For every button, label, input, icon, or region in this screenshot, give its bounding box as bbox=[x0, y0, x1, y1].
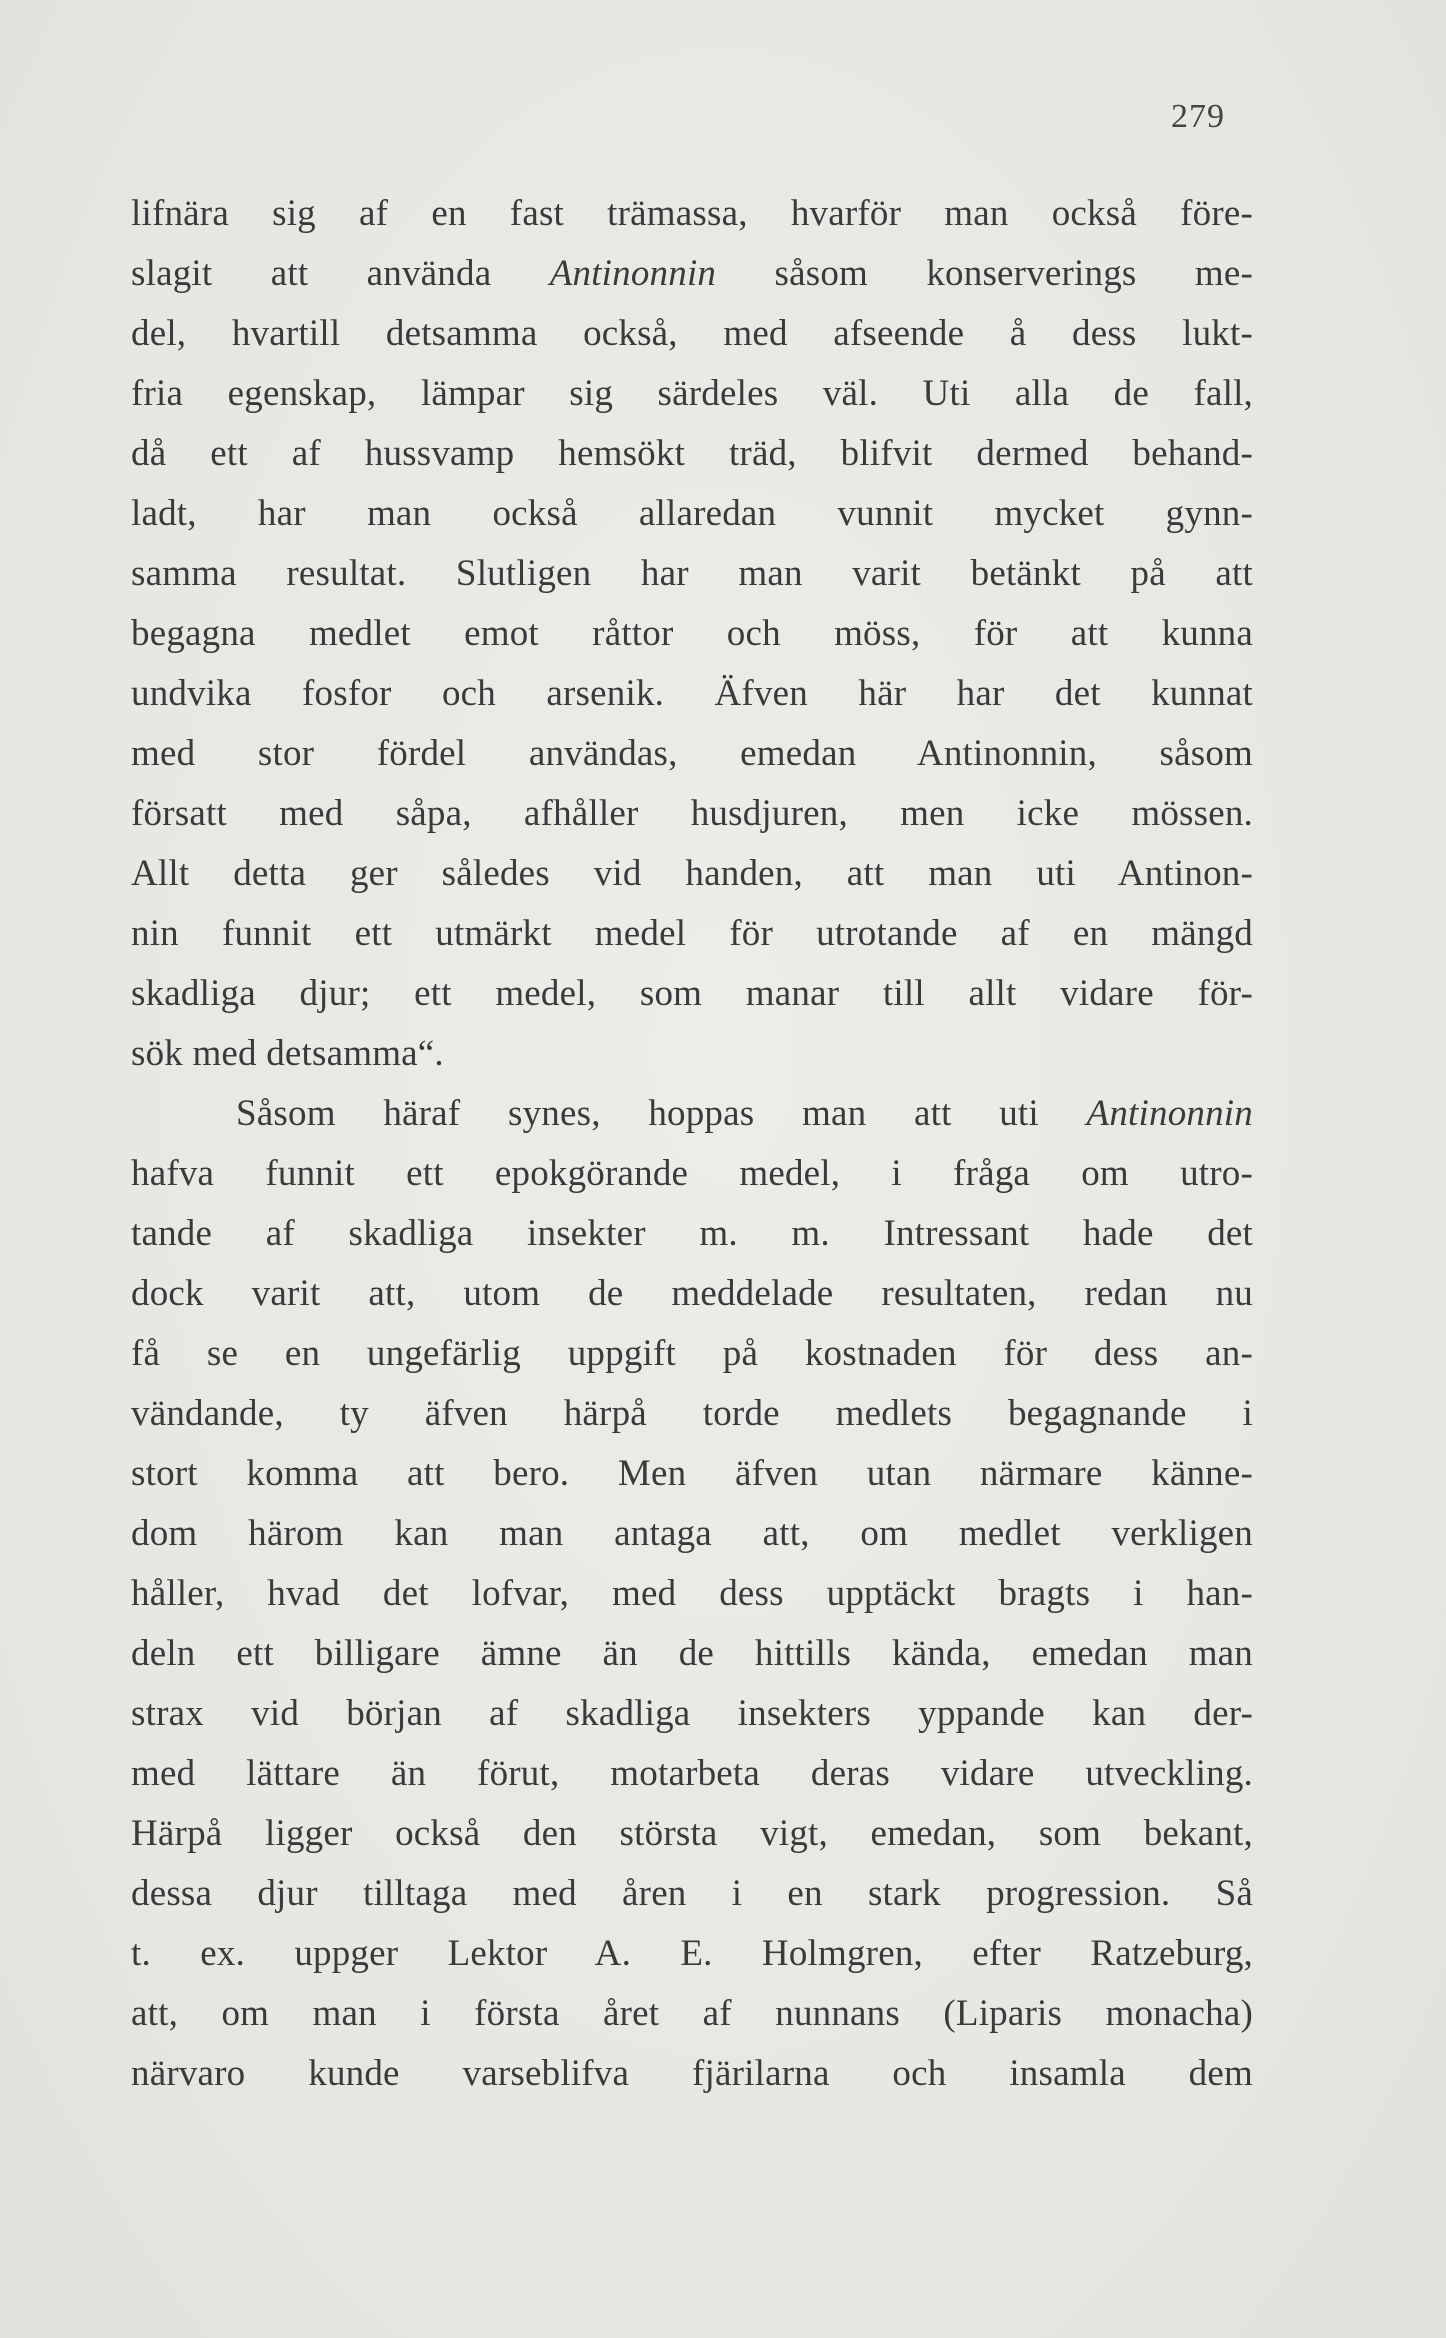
text-line: skadliga djur; ett medel, som manar till allt vidare för- bbox=[131, 973, 1253, 1014]
text-segment: slagit att använda bbox=[131, 253, 550, 294]
text-line: med lättare än förut, motarbeta deras vidare utveckling. bbox=[131, 1753, 1253, 1794]
text-line: samma resultat. Slutligen har man varit betänkt på att bbox=[131, 553, 1253, 594]
text-line: Allt detta ger således vid handen, att man uti Antinon- bbox=[131, 853, 1253, 894]
text-line: nin funnit ett utmärkt medel för utrotande af en mängd bbox=[131, 913, 1253, 954]
text-line: närvaro kunde varseblifva fjärilarna och insamla dem bbox=[131, 2053, 1253, 2094]
text-line: tande af skadliga insekter m. m. Intressant hade det bbox=[131, 1213, 1253, 1254]
text-line bbox=[131, 1084, 1253, 1144]
italic-term: Antinonnin bbox=[1086, 1093, 1253, 1134]
text-line: Härpå ligger också den största vigt, emedan, som bekant, bbox=[131, 1813, 1253, 1854]
text-line: försatt med såpa, afhåller husdjuren, men icke mössen. bbox=[131, 793, 1253, 834]
text-line: dom härom kan man antaga att, om medlet verkligen bbox=[131, 1513, 1253, 1554]
text-line: sök med detsamma“. bbox=[131, 1033, 444, 1074]
text-line: stort komma att bero. Men äfven utan närmare känne- bbox=[131, 1453, 1253, 1494]
text-line: deln ett billigare ämne än de hittills kända, emedan man bbox=[131, 1633, 1253, 1674]
italic-term: Antinonnin bbox=[549, 253, 717, 294]
text-line bbox=[131, 244, 1253, 304]
text-line: fria egenskap, lämpar sig särdeles väl. Uti alla de fall, bbox=[131, 373, 1253, 414]
text-segment: Såsom häraf synes, hoppas man att uti bbox=[236, 1093, 1087, 1134]
text-line: få se en ungefärlig uppgift på kostnaden för dess an- bbox=[131, 1333, 1253, 1374]
text-line: då ett af hussvamp hemsökt träd, blifvit dermed behand- bbox=[131, 433, 1253, 474]
body-text bbox=[131, 184, 1253, 2104]
text-line: lifnära sig af en fast trämassa, hvarför man också före- bbox=[131, 193, 1253, 234]
text-line: håller, hvad det lofvar, med dess upptäckt bragts i han- bbox=[131, 1573, 1253, 1614]
text-line: att, om man i första året af nunnans (Liparis monacha) bbox=[131, 1993, 1253, 2034]
text-line: med stor fördel användas, emedan Antinonnin, såsom bbox=[131, 733, 1253, 774]
text-line: undvika fosfor och arsenik. Äfven här har det kunnat bbox=[131, 673, 1253, 714]
text-line: begagna medlet emot råttor och möss, för att kunna bbox=[131, 613, 1253, 654]
text-line: vändande, ty äfven härpå torde medlets begagnande i bbox=[131, 1393, 1253, 1434]
text-line: t. ex. uppger Lektor A. E. Holmgren, efter Ratzeburg, bbox=[131, 1933, 1253, 1974]
text-line: strax vid början af skadliga insekters yppande kan der- bbox=[131, 1693, 1253, 1734]
text-line: del, hvartill detsamma också, med afseende å dess lukt- bbox=[131, 313, 1253, 354]
page-number: 279 bbox=[1171, 98, 1225, 135]
text-line: dock varit att, utom de meddelade resultaten, redan nu bbox=[131, 1273, 1253, 1314]
text-line: dessa djur tilltaga med åren i en stark progression. Så bbox=[131, 1873, 1253, 1914]
text-segment: såsom konserverings me- bbox=[716, 253, 1253, 294]
text-line: hafva funnit ett epokgörande medel, i fråga om utro- bbox=[131, 1153, 1253, 1194]
text-line: ladt, har man också allaredan vunnit mycket gynn- bbox=[131, 493, 1253, 534]
